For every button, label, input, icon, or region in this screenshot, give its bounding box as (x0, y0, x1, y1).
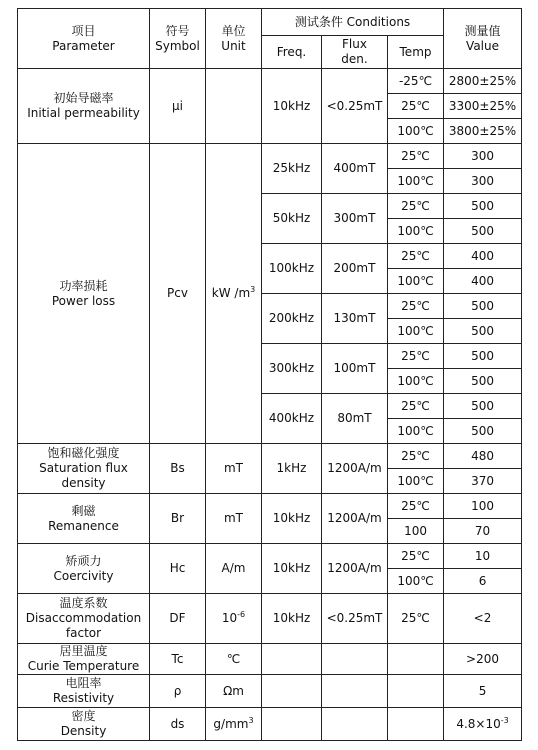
symbol-cell: ρ (150, 675, 206, 708)
header-value: 测量值 Value (444, 9, 522, 69)
temp-cell (388, 708, 444, 741)
temp-cell: 100℃ (388, 419, 444, 444)
table-row (18, 444, 522, 469)
freq-cell: 25kHz (262, 144, 322, 194)
unit-cell: ℃ (206, 644, 262, 675)
temp-cell: 25℃ (388, 94, 444, 119)
temp-cell: 100℃ (388, 569, 444, 594)
header-conditions: 测试条件 Conditions (262, 9, 444, 36)
value-cell: 500 (444, 369, 522, 394)
temp-cell: 25℃ (388, 394, 444, 419)
value-cell: 500 (444, 344, 522, 369)
temp-cell (388, 644, 444, 675)
value-cell: 70 (444, 519, 522, 544)
header-temp: Temp (388, 36, 444, 69)
value-cell: 6 (444, 569, 522, 594)
symbol-cell: DF (150, 594, 206, 644)
flux-cell: 1200A/m (322, 444, 388, 494)
table-row (18, 644, 522, 675)
flux-cell: 100mT (322, 344, 388, 394)
spec-table (17, 8, 522, 741)
freq-cell: 10kHz (262, 494, 322, 544)
temp-cell: 100℃ (388, 369, 444, 394)
freq-cell (262, 644, 322, 675)
value-cell: 370 (444, 469, 522, 494)
temp-cell: 100℃ (388, 269, 444, 294)
flux-cell: 1200A/m (322, 494, 388, 544)
value-cell: 300 (444, 169, 522, 194)
flux-cell: 80mT (322, 394, 388, 444)
temp-cell: 100℃ (388, 319, 444, 344)
temp-cell: 100℃ (388, 169, 444, 194)
table-row (18, 544, 522, 569)
temp-cell: 25℃ (388, 344, 444, 369)
value-cell: 5 (444, 675, 522, 708)
temp-cell: 100℃ (388, 119, 444, 144)
flux-cell: <0.25mT (322, 69, 388, 144)
header-freq: Freq. (262, 36, 322, 69)
table-row (18, 708, 522, 741)
value-cell: 10 (444, 544, 522, 569)
value-cell: 500 (444, 319, 522, 344)
table-row (18, 494, 522, 519)
symbol-cell: Pcv (150, 144, 206, 444)
temp-cell: 25℃ (388, 444, 444, 469)
flux-cell: 300mT (322, 194, 388, 244)
flux-cell (322, 708, 388, 741)
header-parameter: 项目 Parameter (18, 9, 150, 69)
freq-cell: 100kHz (262, 244, 322, 294)
temp-cell: 25℃ (388, 494, 444, 519)
freq-cell: 300kHz (262, 344, 322, 394)
temp-cell: 100 (388, 519, 444, 544)
value-cell: 2800±25% (444, 69, 522, 94)
table-row (18, 675, 522, 708)
flux-cell (322, 644, 388, 675)
param-saturation-flux-density: 饱和磁化强度 Saturation flux density (18, 444, 150, 494)
unit-cell: mT (206, 494, 262, 544)
freq-cell (262, 675, 322, 708)
header-symbol: 符号 Symbol (150, 9, 206, 69)
temp-cell: 100℃ (388, 469, 444, 494)
param-power-loss: 功率损耗 Power loss (18, 144, 150, 444)
value-cell: 300 (444, 144, 522, 169)
temp-cell: -25℃ (388, 69, 444, 94)
value-cell: 500 (444, 394, 522, 419)
value-cell: 3800±25% (444, 119, 522, 144)
unit-cell: Ωm (206, 675, 262, 708)
temp-cell: 25℃ (388, 294, 444, 319)
symbol-cell: Bs (150, 444, 206, 494)
temp-cell (388, 675, 444, 708)
table-row (18, 594, 522, 644)
temp-cell: 25℃ (388, 194, 444, 219)
param-density: 密度 Density (18, 708, 150, 741)
value-cell: 500 (444, 194, 522, 219)
param-remanence: 剩磁 Remanence (18, 494, 150, 544)
param-coercivity: 矫顽力 Coercivity (18, 544, 150, 594)
freq-cell: 1kHz (262, 444, 322, 494)
freq-cell: 10kHz (262, 594, 322, 644)
value-cell: 500 (444, 419, 522, 444)
value-cell: 100 (444, 494, 522, 519)
value-cell: 400 (444, 244, 522, 269)
symbol-cell: μi (150, 69, 206, 144)
unit-cell: $g/mm^3$ (206, 708, 262, 741)
value-cell: 500 (444, 294, 522, 319)
freq-cell: 10kHz (262, 544, 322, 594)
temp-cell: 25℃ (388, 244, 444, 269)
value-cell: 480 (444, 444, 522, 469)
temp-cell: 100℃ (388, 219, 444, 244)
unit-cell (206, 69, 262, 144)
unit-cell: $10^{-6}$ (206, 594, 262, 644)
value-cell: 500 (444, 219, 522, 244)
flux-cell: 400mT (322, 144, 388, 194)
param-disaccommodation-factor: 温度系数 Disaccommodation factor (18, 594, 150, 644)
freq-cell: 10kHz (262, 69, 322, 144)
temp-cell: 25℃ (388, 594, 444, 644)
value-cell: 400 (444, 269, 522, 294)
symbol-cell: Br (150, 494, 206, 544)
value-cell: >200 (444, 644, 522, 675)
value-cell: $4.8\times 10^{-3}$ (444, 708, 522, 741)
temp-cell: 25℃ (388, 544, 444, 569)
flux-cell (322, 675, 388, 708)
temp-cell: 25℃ (388, 144, 444, 169)
flux-cell: 1200A/m (322, 544, 388, 594)
unit-cell: A/m (206, 544, 262, 594)
value-cell: <2 (444, 594, 522, 644)
header-row (18, 9, 522, 36)
unit-cell: kW $/m^3$ (206, 144, 262, 444)
param-resistivity: 电阻率 Resistivity (18, 675, 150, 708)
value-cell: 3300±25% (444, 94, 522, 119)
freq-cell: 200kHz (262, 294, 322, 344)
freq-cell: 50kHz (262, 194, 322, 244)
param-initial-permeability: 初始导磁率 Initial permeability (18, 69, 150, 144)
param-curie-temperature: 居里温度 Curie Temperature (18, 644, 150, 675)
unit-cell: mT (206, 444, 262, 494)
header-flux: Flux den. (322, 36, 388, 69)
flux-cell: 200mT (322, 244, 388, 294)
symbol-cell: ds (150, 708, 206, 741)
flux-cell: <0.25mT (322, 594, 388, 644)
freq-cell: 400kHz (262, 394, 322, 444)
freq-cell (262, 708, 322, 741)
header-unit: 单位 Unit (206, 9, 262, 69)
symbol-cell: Hc (150, 544, 206, 594)
symbol-cell: Tc (150, 644, 206, 675)
table-row (18, 69, 522, 94)
table-row (18, 144, 522, 169)
flux-cell: 130mT (322, 294, 388, 344)
